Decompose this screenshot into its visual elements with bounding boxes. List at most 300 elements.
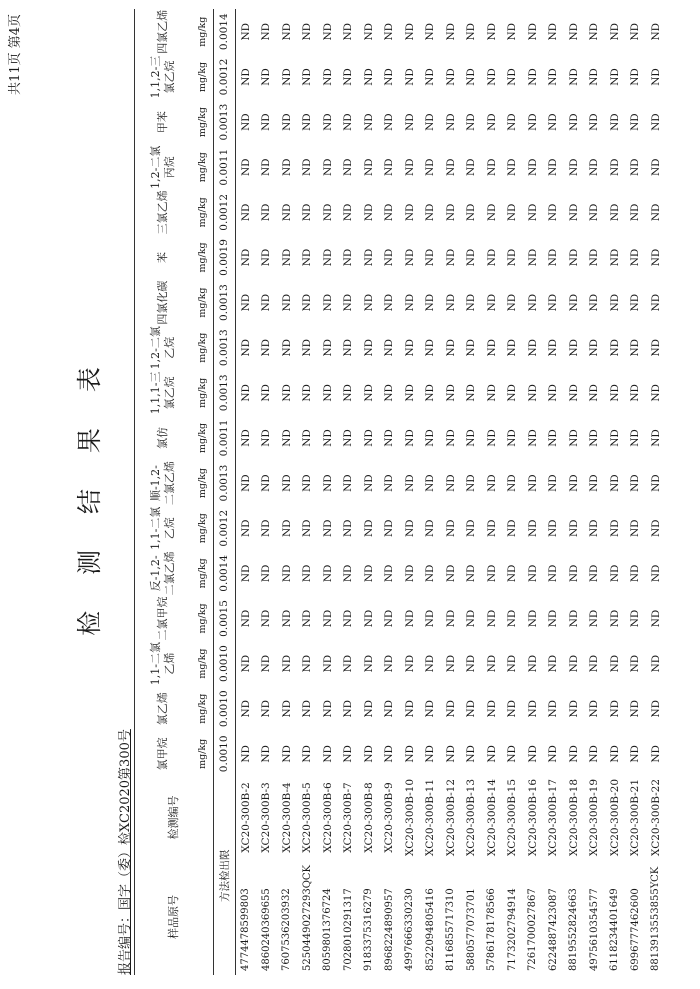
code-header: 检测编号 (135, 776, 214, 858)
result-value: ND (526, 654, 539, 673)
test-code: XC20-300B-16 (526, 778, 539, 857)
result-value: ND (342, 519, 355, 538)
result-value: ND (260, 609, 273, 628)
result-value: ND (588, 113, 601, 131)
result-value: ND (608, 474, 621, 492)
result-value: ND (424, 474, 437, 492)
result-value: ND (588, 68, 601, 86)
results-body (214, 9, 667, 975)
result-value: ND (506, 248, 519, 267)
result-value: ND (608, 338, 621, 357)
result-value: ND (239, 699, 252, 718)
result-value: ND (362, 68, 375, 86)
sample-number: 5786178178566 (486, 888, 498, 971)
sample-number: 7028010291317 (342, 888, 354, 971)
sample-number: 7173202794914 (506, 888, 518, 971)
detection-limit-value: 0.0012 (214, 190, 236, 235)
result-value: ND (526, 384, 539, 402)
result-value: ND (403, 384, 416, 402)
result-value: ND (280, 158, 293, 177)
result-value: ND (506, 474, 519, 492)
result-value: ND (506, 654, 519, 673)
analyte-header: 1,1-二氯乙烯 (135, 641, 192, 686)
result-value: ND (342, 609, 355, 628)
result-value: ND (608, 519, 621, 538)
result-value: ND (485, 293, 498, 312)
result-value: ND (588, 519, 601, 538)
table-row (461, 9, 482, 975)
result-value: ND (444, 113, 457, 131)
result-value: ND (547, 384, 560, 402)
page-title: 检 测 结 果 表 (75, 353, 104, 636)
result-value: ND (424, 609, 437, 628)
result-value: ND (280, 113, 293, 131)
table-row (502, 9, 523, 975)
result-value: ND (588, 609, 601, 628)
result-value: ND (629, 203, 642, 222)
detection-limit-value: 0.0019 (214, 235, 236, 280)
table-row (277, 9, 298, 975)
result-value: ND (301, 519, 314, 538)
result-value: ND (280, 338, 293, 357)
result-value: ND (321, 699, 334, 718)
result-value: ND (239, 158, 252, 177)
result-value: ND (301, 429, 314, 447)
result-value: ND (649, 22, 662, 41)
test-code: XC20-300B-2 (239, 782, 252, 853)
result-value: ND (280, 248, 293, 267)
result-value: ND (383, 293, 396, 312)
result-value: ND (485, 158, 498, 177)
result-value: ND (485, 384, 498, 402)
result-value: ND (649, 699, 662, 718)
result-value: ND (239, 609, 252, 628)
result-value: ND (649, 654, 662, 673)
result-value: ND (444, 654, 457, 673)
result-value: ND (547, 745, 560, 763)
result-value: ND (403, 745, 416, 763)
result-value: ND (321, 519, 334, 538)
detection-limit-label: 方法检出限 (214, 776, 236, 975)
result-value: ND (362, 609, 375, 628)
result-value: ND (424, 654, 437, 673)
sample-number: 6996777462600 (629, 888, 641, 971)
result-value: ND (629, 609, 642, 628)
detection-limit-value: 0.0012 (214, 506, 236, 551)
result-value: ND (444, 248, 457, 267)
result-value: ND (424, 564, 437, 583)
result-value: ND (526, 203, 539, 222)
result-value: ND (424, 248, 437, 267)
test-code: XC20-300B-20 (608, 778, 621, 857)
result-value: ND (403, 609, 416, 628)
result-value: ND (465, 248, 478, 267)
report-number: 报告编号：国字（委）检XC2020第300号 (118, 729, 133, 975)
test-code: XC20-300B-12 (444, 778, 457, 857)
result-value: ND (485, 113, 498, 131)
result-value: ND (239, 384, 252, 402)
result-value: ND (567, 22, 580, 41)
result-value: ND (526, 429, 539, 447)
result-value: ND (260, 384, 273, 402)
result-value: ND (280, 384, 293, 402)
unit-cell: mg/kg (196, 16, 208, 47)
result-value: ND (629, 158, 642, 177)
table-row (338, 9, 359, 975)
result-value: ND (547, 248, 560, 267)
result-value: ND (444, 609, 457, 628)
result-value: ND (362, 519, 375, 538)
test-code: XC20-300B-11 (424, 778, 437, 857)
unit-cell: mg/kg (196, 287, 208, 318)
detection-limit-value: 0.0012 (214, 54, 236, 99)
result-value: ND (506, 68, 519, 86)
result-value: ND (362, 474, 375, 492)
result-value: ND (342, 293, 355, 312)
result-value: ND (485, 338, 498, 357)
result-value: ND (629, 519, 642, 538)
result-value: ND (588, 338, 601, 357)
result-value: ND (239, 429, 252, 447)
result-value: ND (444, 22, 457, 41)
result-value: ND (239, 22, 252, 41)
result-value: ND (608, 22, 621, 41)
result-value: ND (465, 609, 478, 628)
sample-number: 7607536203932 (281, 888, 293, 971)
detection-limit-value: 0.0011 (214, 415, 236, 460)
result-value: ND (260, 203, 273, 222)
result-value: ND (547, 654, 560, 673)
unit-cell: mg/kg (196, 61, 208, 93)
result-value: ND (588, 158, 601, 177)
result-value: ND (260, 429, 273, 447)
result-value: ND (547, 158, 560, 177)
result-value: ND (362, 203, 375, 222)
result-value: ND (444, 564, 457, 583)
result-value: ND (526, 745, 539, 763)
result-value: ND (383, 745, 396, 763)
result-value: ND (588, 699, 601, 718)
result-value: ND (485, 248, 498, 267)
result-value: ND (301, 745, 314, 763)
result-value: ND (629, 248, 642, 267)
result-value: ND (321, 113, 334, 131)
result-value: ND (321, 474, 334, 492)
result-value: ND (260, 248, 273, 267)
unit-cell: mg/kg (196, 107, 208, 138)
result-value: ND (260, 293, 273, 312)
result-value: ND (444, 293, 457, 312)
result-value: ND (526, 248, 539, 267)
result-value: ND (362, 113, 375, 131)
result-value: ND (383, 68, 396, 86)
result-value: ND (280, 22, 293, 41)
result-value: ND (649, 474, 662, 492)
result-value: ND (362, 699, 375, 718)
result-value: ND (629, 22, 642, 41)
result-value: ND (280, 564, 293, 583)
analyte-header: 1,1-二氯乙烷 (135, 506, 192, 551)
result-value: ND (321, 654, 334, 673)
result-value: ND (321, 564, 334, 583)
result-value: ND (629, 338, 642, 357)
result-value: ND (239, 203, 252, 222)
result-value: ND (403, 338, 416, 357)
result-value: ND (608, 564, 621, 583)
result-value: ND (424, 22, 437, 41)
test-code: XC20-300B-18 (567, 778, 580, 857)
result-value: ND (383, 474, 396, 492)
result-value: ND (383, 338, 396, 357)
result-value: ND (465, 474, 478, 492)
result-value: ND (362, 338, 375, 357)
sample-number: 7261700027867 (527, 888, 539, 971)
result-value: ND (301, 384, 314, 402)
result-value: ND (465, 113, 478, 131)
result-value: ND (403, 654, 416, 673)
result-value: ND (444, 429, 457, 447)
result-value: ND (485, 564, 498, 583)
analyte-header: 甲苯 (135, 100, 192, 145)
sample-number: 6118234401649 (609, 888, 621, 971)
test-code: XC20-300B-3 (260, 782, 273, 853)
result-value: ND (362, 158, 375, 177)
result-value: ND (547, 338, 560, 357)
result-value: ND (629, 384, 642, 402)
result-value: ND (629, 68, 642, 86)
result-value: ND (649, 203, 662, 222)
result-value: ND (424, 203, 437, 222)
detection-limit-row (214, 9, 236, 975)
analyte-header: 氯仿 (135, 415, 192, 460)
result-value: ND (649, 158, 662, 177)
result-value: ND (403, 699, 416, 718)
result-value: ND (465, 22, 478, 41)
result-value: ND (260, 338, 273, 357)
result-value: ND (342, 338, 355, 357)
test-code: XC20-300B-7 (342, 782, 355, 853)
result-value: ND (506, 609, 519, 628)
result-value: ND (403, 474, 416, 492)
result-value: ND (485, 429, 498, 447)
test-code: XC20-300B-8 (362, 782, 375, 853)
analyte-header: 四氯乙烯 (135, 9, 192, 54)
sample-number: 8522094805416 (424, 888, 436, 971)
result-value: ND (301, 564, 314, 583)
result-value: ND (506, 203, 519, 222)
result-value: ND (301, 654, 314, 673)
result-value: ND (608, 113, 621, 131)
result-value: ND (649, 248, 662, 267)
result-value: ND (260, 474, 273, 492)
analyte-header: 氯乙烯 (135, 686, 192, 731)
result-value: ND (547, 293, 560, 312)
result-value: ND (526, 68, 539, 86)
result-value: ND (301, 699, 314, 718)
analyte-header: 1,2-二氯丙烷 (135, 145, 192, 190)
result-value: ND (649, 68, 662, 86)
result-value: ND (485, 203, 498, 222)
table-row (420, 9, 441, 975)
result-value: ND (649, 113, 662, 131)
result-value: ND (649, 564, 662, 583)
result-value: ND (465, 699, 478, 718)
result-value: ND (403, 519, 416, 538)
result-value: ND (526, 293, 539, 312)
result-value: ND (403, 564, 416, 583)
detection-limit-value: 0.0011 (214, 145, 236, 190)
test-code: XC20-300B-22 (649, 778, 662, 857)
result-value: ND (506, 293, 519, 312)
result-value: ND (444, 474, 457, 492)
result-value: ND (567, 293, 580, 312)
sample-number: 8819552824663 (568, 888, 580, 971)
analyte-header: 三氯乙烯 (135, 190, 192, 235)
result-value: ND (424, 429, 437, 447)
result-value: ND (260, 113, 273, 131)
result-value: ND (342, 699, 355, 718)
result-value: ND (403, 293, 416, 312)
result-value: ND (588, 564, 601, 583)
analyte-header: 苯 (135, 235, 192, 280)
sample-header: 样品原号 (135, 859, 214, 975)
result-value: ND (403, 429, 416, 447)
result-value: ND (342, 203, 355, 222)
table-row (625, 9, 646, 975)
result-value: ND (239, 474, 252, 492)
result-value: ND (383, 519, 396, 538)
table-row (605, 9, 626, 975)
table-row (235, 9, 256, 975)
result-value: ND (567, 338, 580, 357)
test-code: XC20-300B-10 (403, 778, 416, 857)
result-value: ND (465, 293, 478, 312)
result-value: ND (567, 519, 580, 538)
result-value: ND (321, 22, 334, 41)
result-value: ND (629, 745, 642, 763)
result-value: ND (588, 654, 601, 673)
result-value: ND (342, 474, 355, 492)
analyte-header: 四氯化碳 (135, 280, 192, 325)
result-value: ND (567, 699, 580, 718)
result-value: ND (362, 429, 375, 447)
result-value: ND (301, 22, 314, 41)
results-table (134, 9, 666, 975)
sample-number: 5250449027293QCK (301, 864, 313, 971)
test-code: XC20-300B-4 (280, 782, 293, 853)
test-code: XC20-300B-5 (301, 782, 314, 853)
result-value: ND (465, 338, 478, 357)
result-value: ND (280, 745, 293, 763)
sample-number: 4997666330230 (404, 888, 416, 971)
result-value: ND (629, 293, 642, 312)
detection-limit-value: 0.0013 (214, 325, 236, 370)
result-value: ND (547, 474, 560, 492)
result-value: ND (239, 519, 252, 538)
result-value: ND (424, 745, 437, 763)
result-value: ND (362, 293, 375, 312)
table-row (297, 9, 318, 975)
result-value: ND (506, 429, 519, 447)
result-value: ND (239, 338, 252, 357)
result-value: ND (588, 429, 601, 447)
result-value: ND (383, 113, 396, 131)
result-value: ND (444, 745, 457, 763)
result-value: ND (444, 68, 457, 86)
result-value: ND (608, 609, 621, 628)
result-value: ND (260, 699, 273, 718)
result-value: ND (465, 384, 478, 402)
result-value: ND (403, 203, 416, 222)
result-value: ND (506, 519, 519, 538)
result-value: ND (444, 519, 457, 538)
page-info: 共11页 第4页 (8, 14, 23, 95)
result-value: ND (444, 203, 457, 222)
result-value: ND (567, 248, 580, 267)
result-value: ND (526, 699, 539, 718)
result-value: ND (608, 384, 621, 402)
result-value: ND (629, 654, 642, 673)
result-value: ND (506, 564, 519, 583)
result-value: ND (239, 293, 252, 312)
unit-cell: mg/kg (196, 558, 208, 589)
result-value: ND (321, 203, 334, 222)
result-value: ND (629, 113, 642, 131)
result-value: ND (526, 564, 539, 583)
unit-cell: mg/kg (196, 377, 208, 408)
result-value: ND (362, 384, 375, 402)
result-value: ND (608, 745, 621, 763)
result-value: ND (547, 609, 560, 628)
result-value: ND (383, 609, 396, 628)
result-value: ND (588, 22, 601, 41)
result-value: ND (649, 429, 662, 447)
result-value: ND (403, 248, 416, 267)
detection-limit-value: 0.0013 (214, 370, 236, 415)
result-value: ND (280, 699, 293, 718)
table-row (646, 9, 667, 975)
detection-limit-value: 0.0014 (214, 9, 236, 54)
result-value: ND (280, 429, 293, 447)
result-value: ND (465, 654, 478, 673)
result-value: ND (383, 699, 396, 718)
table-row (482, 9, 503, 975)
result-value: ND (383, 384, 396, 402)
result-value: ND (301, 293, 314, 312)
detection-limit-value: 0.0013 (214, 461, 236, 506)
result-value: ND (342, 113, 355, 131)
detection-limit-value: 0.0010 (214, 641, 236, 686)
result-value: ND (465, 564, 478, 583)
result-value: ND (649, 519, 662, 538)
result-value: ND (547, 22, 560, 41)
unit-cell: mg/kg (196, 513, 208, 544)
result-value: ND (465, 158, 478, 177)
result-value: ND (526, 609, 539, 628)
result-value: ND (342, 429, 355, 447)
result-value: ND (342, 68, 355, 86)
result-value: ND (567, 158, 580, 177)
table-row (543, 9, 564, 975)
result-value: ND (280, 474, 293, 492)
result-value: ND (485, 699, 498, 718)
result-value: ND (506, 22, 519, 41)
result-value: ND (260, 745, 273, 763)
result-value: ND (547, 113, 560, 131)
result-value: ND (608, 293, 621, 312)
result-value: ND (629, 429, 642, 447)
result-value: ND (280, 519, 293, 538)
